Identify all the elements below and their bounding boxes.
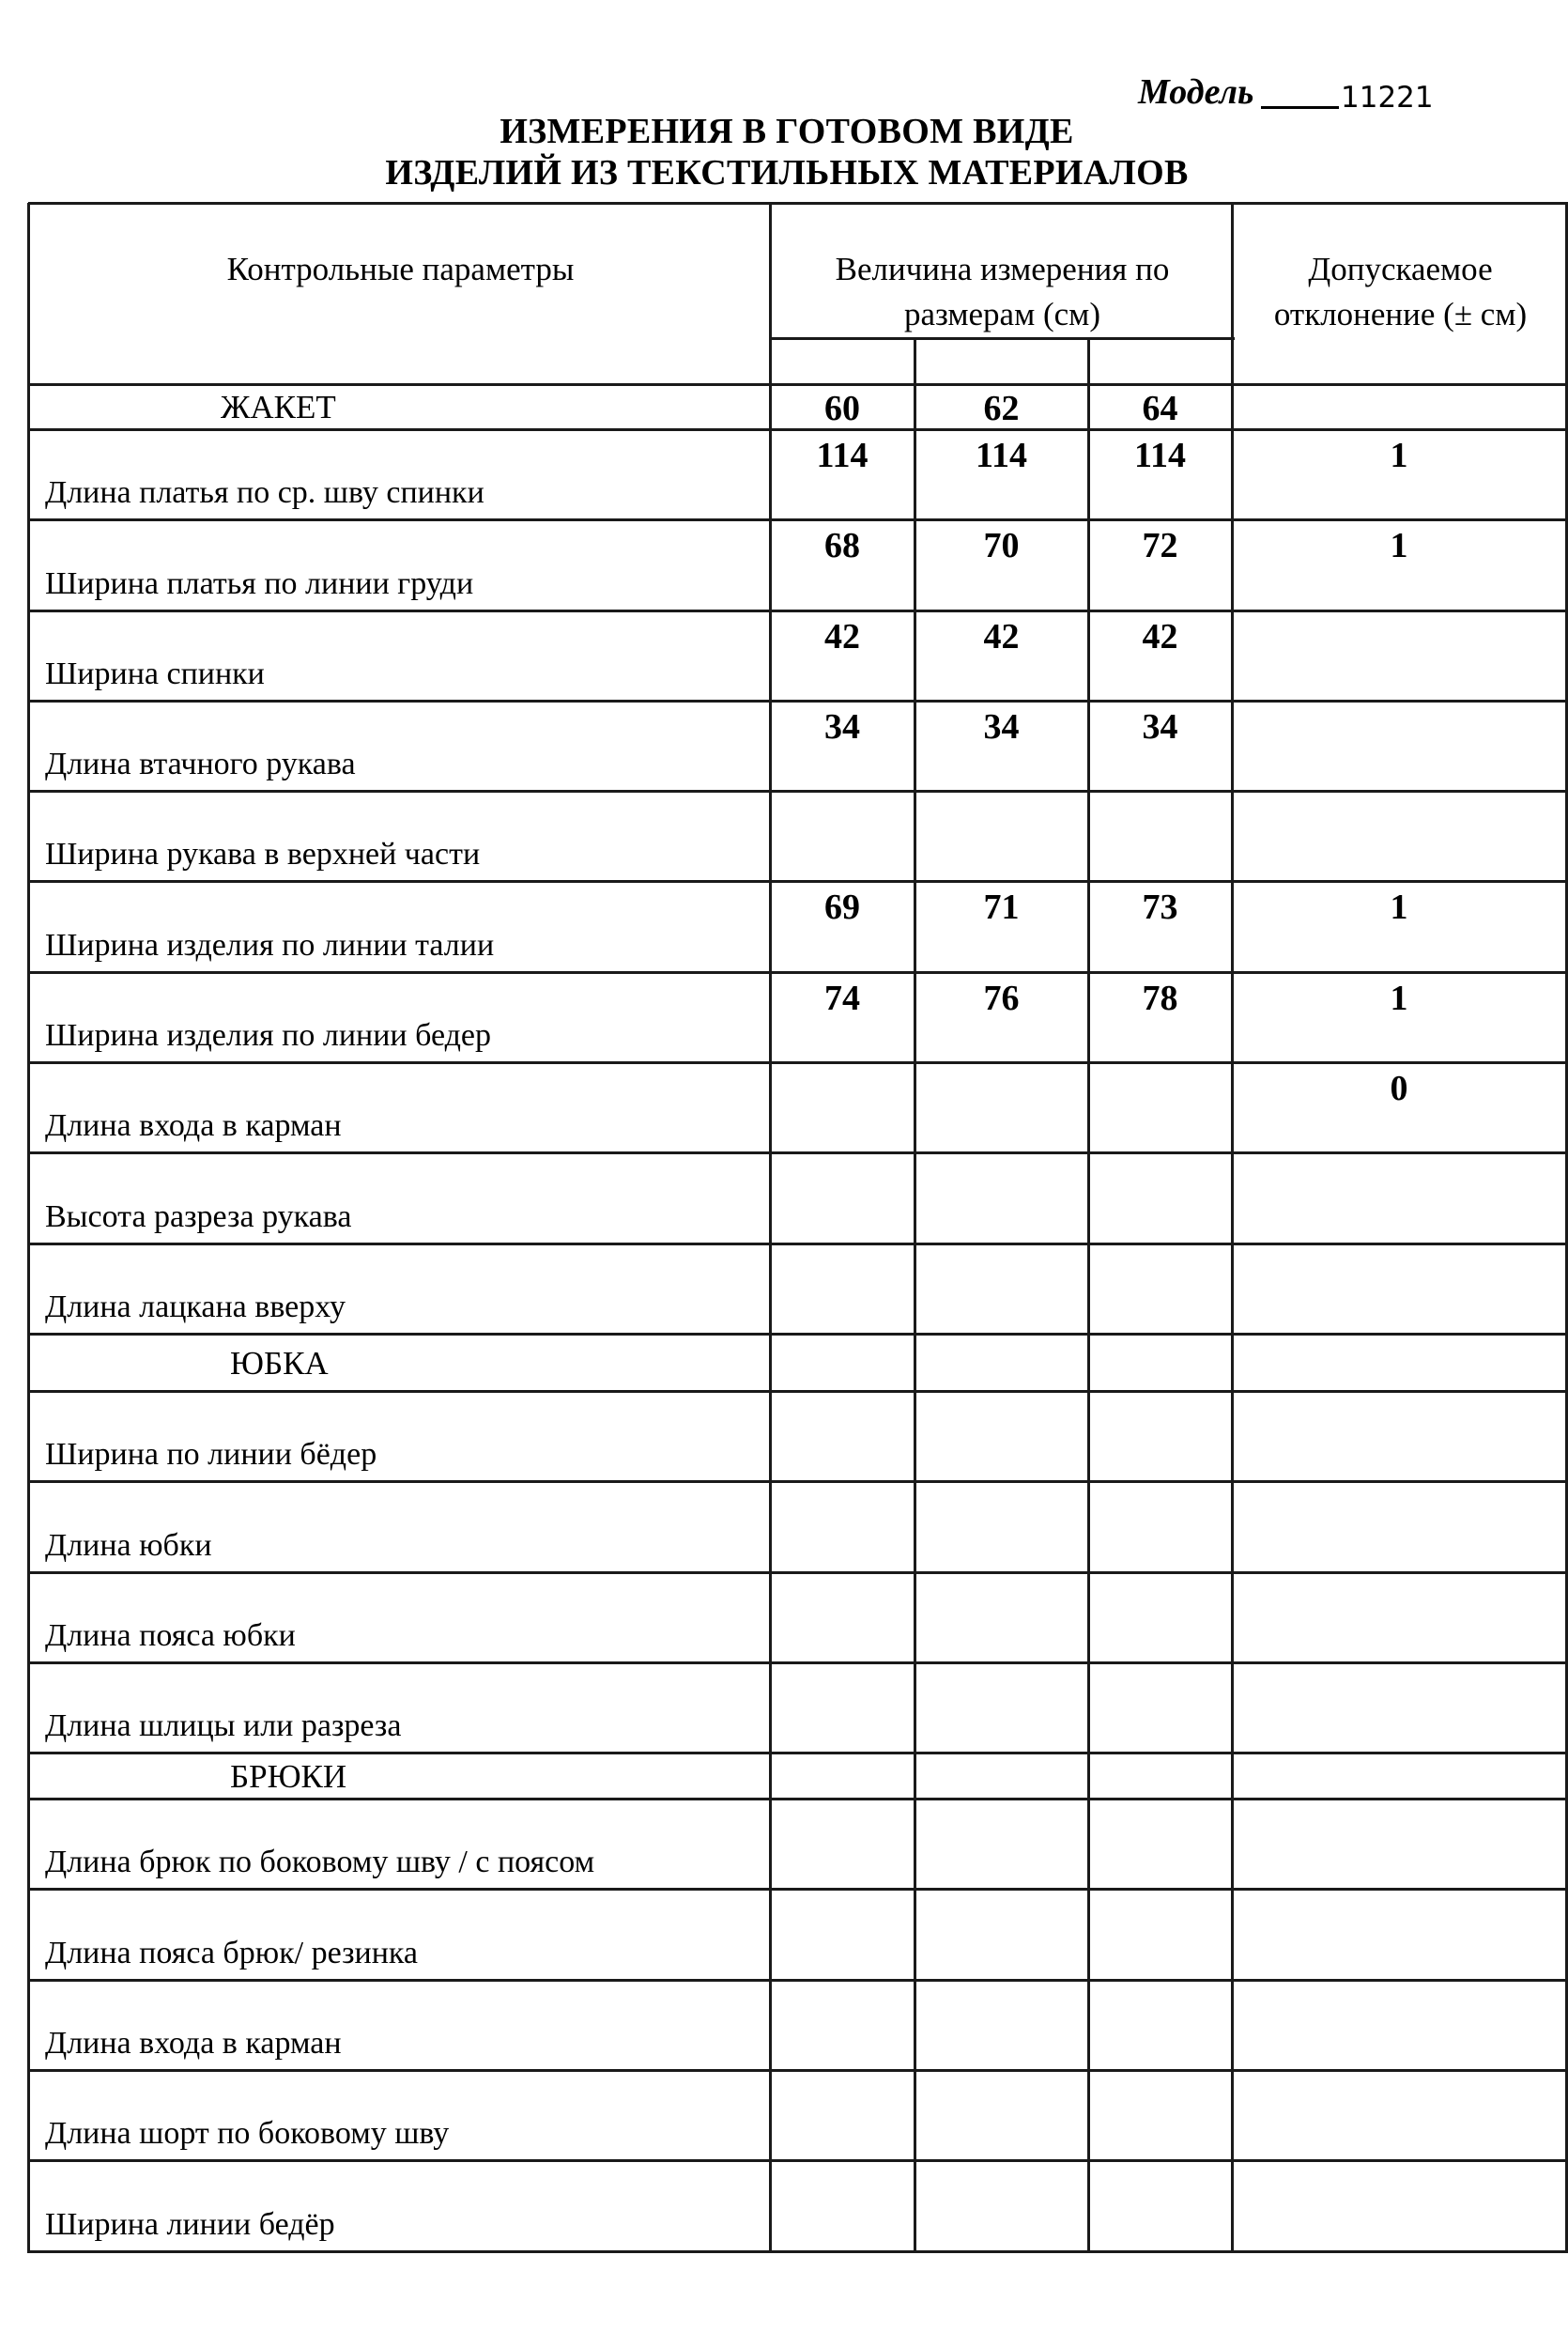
measurement-value: 42 bbox=[1142, 617, 1178, 657]
table-rule bbox=[28, 1571, 1568, 1574]
parameter-label: Ширина изделия по линии талии bbox=[45, 928, 495, 963]
measurement-value: 78 bbox=[1142, 979, 1178, 1018]
measurement-value: 73 bbox=[1142, 888, 1178, 927]
table-rule bbox=[28, 518, 1568, 521]
table-rule bbox=[28, 1480, 1568, 1483]
table-rule bbox=[769, 203, 772, 2253]
measurement-value: 42 bbox=[824, 617, 860, 657]
parameter-label: Ширина линии бедёр bbox=[45, 2207, 335, 2242]
tolerance-value: 1 bbox=[1390, 979, 1408, 1018]
table-rule bbox=[28, 790, 1568, 793]
table-rule bbox=[28, 1661, 1568, 1664]
measurement-value: 34 bbox=[1142, 707, 1178, 747]
section-header: ЮБКА bbox=[230, 1344, 329, 1382]
table-rule bbox=[28, 202, 1568, 205]
table-rule bbox=[1231, 203, 1234, 2253]
measurement-value: 114 bbox=[976, 436, 1027, 475]
measurement-value: 70 bbox=[983, 526, 1020, 565]
table-rule bbox=[28, 1752, 1568, 1754]
table-rule bbox=[28, 1390, 1568, 1393]
parameter-label: Длина пояса брюк/ резинка bbox=[45, 1936, 419, 1970]
table-rule bbox=[28, 2250, 1568, 2253]
table-rule bbox=[27, 203, 30, 2253]
document-title-line-1: ИЗМЕРЕНИЯ В ГОТОВОМ ВИДЕ bbox=[500, 112, 1074, 151]
parameter-label: Длина пояса юбки bbox=[45, 1618, 296, 1653]
size-value: 64 bbox=[1142, 389, 1178, 428]
measurement-value: 34 bbox=[824, 707, 860, 747]
table-rule bbox=[28, 2159, 1568, 2162]
table-rule bbox=[28, 428, 1568, 431]
parameter-label: Длина юбки bbox=[45, 1528, 212, 1563]
parameter-label: Ширина спинки bbox=[45, 657, 265, 691]
table-rule bbox=[28, 700, 1568, 703]
measurement-value: 114 bbox=[816, 436, 869, 475]
measurement-value: 42 bbox=[983, 617, 1020, 657]
size-value: 62 bbox=[983, 389, 1020, 428]
measurement-value: 71 bbox=[983, 888, 1020, 927]
measurement-value: 69 bbox=[824, 888, 860, 927]
tolerance-value: 0 bbox=[1390, 1069, 1408, 1108]
parameter-label: Длина входа в карман bbox=[45, 2026, 342, 2061]
table-rule bbox=[28, 1888, 1568, 1891]
parameter-label: Высота разреза рукава bbox=[45, 1199, 352, 1234]
measurement-value: 34 bbox=[983, 707, 1020, 747]
parameter-label: Длина втачного рукава bbox=[45, 747, 356, 781]
model-underline bbox=[1261, 106, 1339, 109]
parameter-label: Длина лацкана вверху bbox=[45, 1290, 346, 1324]
document-title-line-2: ИЗДЕЛИЙ ИЗ ТЕКСТИЛЬНЫХ МАТЕРИАЛОВ bbox=[385, 153, 1189, 193]
table-rule bbox=[28, 1979, 1568, 1982]
measurement-value: 68 bbox=[824, 526, 860, 565]
parameter-label: Длина шлицы или разреза bbox=[45, 1708, 402, 1743]
measurement-value: 76 bbox=[983, 979, 1020, 1018]
table-rule bbox=[28, 971, 1568, 974]
tolerance-value: 1 bbox=[1390, 436, 1408, 475]
table-rule bbox=[28, 1061, 1568, 1064]
measurement-value: 114 bbox=[1134, 436, 1186, 475]
column-header-tolerance-line2: отклонение (± см) bbox=[1273, 296, 1528, 332]
parameter-label: Ширина по линии бёдер bbox=[45, 1437, 377, 1472]
model-number: 11221 bbox=[1341, 81, 1434, 115]
parameter-label: Ширина платья по линии груди bbox=[45, 566, 474, 601]
tolerance-value: 1 bbox=[1390, 526, 1408, 565]
model-label: Модель bbox=[1138, 72, 1254, 112]
size-value: 60 bbox=[824, 389, 860, 428]
table-rule bbox=[28, 880, 1568, 883]
table-rule bbox=[28, 1798, 1568, 1800]
section-header: ЖАКЕТ bbox=[221, 389, 336, 425]
parameter-label: Длина брюк по боковому шву / с поясом bbox=[45, 1845, 595, 1879]
column-header-parameters: Контрольные параметры bbox=[226, 251, 575, 287]
parameter-label: Ширина рукава в верхней части bbox=[45, 837, 481, 872]
measurement-value: 72 bbox=[1142, 526, 1178, 565]
table-rule bbox=[770, 337, 1235, 340]
parameter-label: Длина платья по ср. шву спинки bbox=[45, 475, 484, 510]
parameter-label: Длина шорт по боковому шву bbox=[45, 2116, 450, 2151]
parameter-label: Ширина изделия по линии бедер bbox=[45, 1018, 492, 1053]
section-header: БРЮКИ bbox=[230, 1757, 347, 1795]
table-rule bbox=[28, 383, 1568, 386]
table-rule bbox=[28, 1333, 1568, 1336]
column-header-tolerance-line1: Допускаемое bbox=[1308, 251, 1493, 287]
table-rule bbox=[28, 1151, 1568, 1154]
parameter-label: Длина входа в карман bbox=[45, 1108, 342, 1143]
column-header-measurement-line1: Величина измерения по bbox=[835, 251, 1170, 287]
table-rule bbox=[28, 2069, 1568, 2072]
measurement-value: 74 bbox=[824, 979, 860, 1018]
table-rule bbox=[28, 610, 1568, 612]
table-rule bbox=[28, 1243, 1568, 1245]
column-header-measurement-line2: размерам (см) bbox=[904, 296, 1100, 332]
tolerance-value: 1 bbox=[1390, 888, 1408, 927]
